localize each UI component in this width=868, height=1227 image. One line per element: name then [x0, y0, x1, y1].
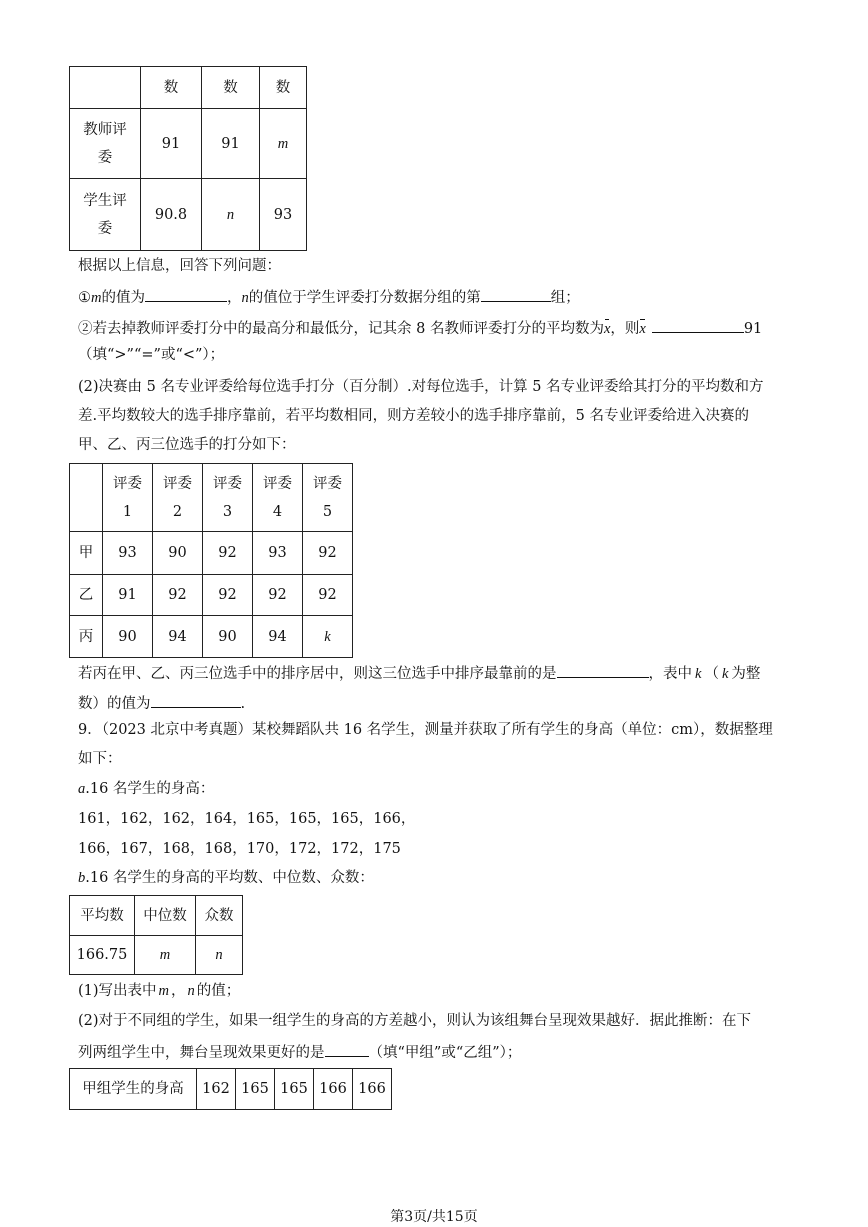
height-stats-table	[69, 895, 243, 975]
table3-header-cell: 众数	[196, 896, 243, 936]
answer-blank[interactable]	[481, 285, 551, 302]
table4-cell: 166	[353, 1069, 392, 1110]
question-9-line1: 9．（2023 北京中考真题）某校舞蹈队共 16 名学生，测量并获取了所有学生的身高（单位：cm），数据整理	[78, 722, 773, 738]
table2-cell: 92	[203, 532, 253, 575]
table3-header-cell: 平均数	[70, 896, 135, 936]
score-stats-table	[69, 66, 307, 251]
table4-cell: 166	[314, 1069, 353, 1110]
answer-blank[interactable]	[151, 691, 241, 708]
table2-cell: 90	[103, 616, 153, 658]
table1-header-cell: 数	[202, 67, 260, 109]
group-a-heights-table	[69, 1068, 392, 1110]
table1-cell: 91	[141, 109, 202, 179]
table1-cell: 90.8	[141, 179, 202, 251]
table2-cell: 92	[253, 575, 303, 616]
table1-cell: m	[260, 109, 307, 179]
question-3-cont: 数）的值为 .	[78, 691, 245, 714]
table2-cell: 94	[153, 616, 203, 658]
table2-row-name: 丙	[70, 616, 103, 658]
table1-header-empty	[70, 67, 141, 109]
answer-blank[interactable]	[652, 316, 744, 333]
table1-header-cell: 数	[141, 67, 202, 109]
table1-cell: n	[202, 179, 260, 251]
section-b-heading: b.16 名学生的身高的平均数、中位数、众数：	[78, 870, 374, 886]
sub-question-2-line2: 列两组学生中，舞台呈现效果更好的是 （填“甲组”或“乙组”）；	[78, 1040, 521, 1063]
answer-blank[interactable]	[325, 1040, 369, 1057]
heights-line2: 166，167，168，168，170，172，172，175	[78, 841, 401, 857]
part2-paragraph-line2: 差.平均数较大的选手排序靠前，若平均数相同，则方差较小的选手排序靠前，5 名专业评委给进入决赛的	[78, 408, 749, 424]
table2-cell: 92	[203, 575, 253, 616]
table4-cell: 162	[197, 1069, 236, 1110]
table4-cell: 165	[236, 1069, 275, 1110]
answer-blank[interactable]	[557, 661, 649, 678]
question-2: ②若去掉教师评委打分中的最高分和最低分，记其余 8 名教师评委打分的平均数为x，则x 91	[78, 316, 762, 339]
table2-header-cell: 评委 4	[253, 464, 303, 532]
table1-cell: 91	[202, 109, 260, 179]
part2-paragraph-line3: 甲、乙、丙三位选手的打分如下：	[78, 437, 296, 453]
table2-cell: 92	[303, 532, 353, 575]
table4-label: 甲组学生的身高	[70, 1069, 197, 1110]
intro-text: 根据以上信息，回答下列问题：	[78, 258, 281, 274]
table2-cell: 90	[153, 532, 203, 575]
question-9-line2: 如下：	[78, 751, 122, 767]
table2-header-cell: 评委 5	[303, 464, 353, 532]
table2-header-cell: 评委 3	[203, 464, 253, 532]
table2-cell: 91	[103, 575, 153, 616]
table2-cell: 94	[253, 616, 303, 658]
table2-row-name: 乙	[70, 575, 103, 616]
page-footer: 第3页/共15页	[390, 1209, 478, 1225]
table1-row-label: 学生评 委	[70, 179, 141, 251]
part2-paragraph-line1: (2)决赛由 5 名专业评委给每位选手打分（百分制）.对每位选手，计算 5 名专业评委给其打分的平均数和方	[78, 379, 764, 395]
question-2-fill-hint: （填“>”“=”或“<”）；	[78, 347, 225, 363]
table3-cell: 166.75	[70, 936, 135, 975]
judge-score-table	[69, 463, 353, 658]
table3-cell: m	[135, 936, 196, 975]
table2-header-empty	[70, 464, 103, 532]
sub-question-2-line1: (2)对于不同组的学生，如果一组学生的身高的方差越小，则认为该组舞台呈现效果越好．据此推断：在下	[78, 1013, 752, 1029]
table2-row-name: 甲	[70, 532, 103, 575]
table2-cell: k	[303, 616, 353, 658]
section-a-heading: a.16 名学生的身高：	[78, 781, 215, 797]
table1-row-label: 教师评 委	[70, 109, 141, 179]
table4-cell: 165	[275, 1069, 314, 1110]
question-3: 若丙在甲、乙、丙三位选手中的排序居中，则这三位选手中排序最靠前的是 ，表中 k （ k 为整	[78, 661, 760, 684]
table1-cell: 93	[260, 179, 307, 251]
table2-cell: 92	[153, 575, 203, 616]
table3-cell: n	[196, 936, 243, 975]
table3-header-cell: 中位数	[135, 896, 196, 936]
answer-blank[interactable]	[145, 285, 227, 302]
table2-cell: 93	[253, 532, 303, 575]
table2-header-cell: 评委 1	[103, 464, 153, 532]
question-1: ①m的值为 ，n的值位于学生评委打分数据分组的第 组；	[78, 285, 580, 308]
table2-cell: 93	[103, 532, 153, 575]
table1-header-cell: 数	[260, 67, 307, 109]
heights-line1: 161，162，162，164，165，165，165，166，	[78, 811, 416, 827]
table2-cell: 90	[203, 616, 253, 658]
table2-cell: 92	[303, 575, 353, 616]
table2-header-cell: 评委 2	[153, 464, 203, 532]
sub-question-1: (1)写出表中 m ， n 的值；	[78, 983, 241, 999]
